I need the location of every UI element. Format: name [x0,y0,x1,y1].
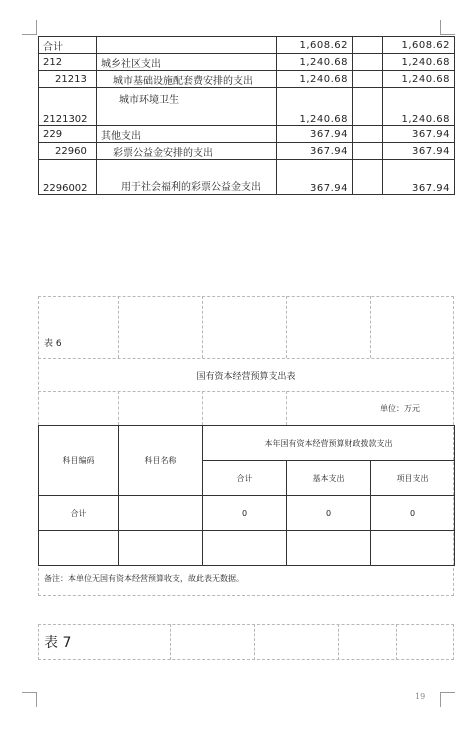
grid-line [202,296,203,358]
project-value: 1,608.62 [383,37,455,54]
header-project: 项目支出 [371,461,455,496]
table-row [39,71,455,88]
grid-line [286,296,287,358]
grid-line [286,391,287,425]
table-row [39,126,455,143]
subject-code: 22960 [39,143,97,160]
crop-mark-top-right [440,20,455,35]
project-value: 367.94 [383,143,455,160]
subject-name [97,37,277,54]
table-row [39,37,455,54]
subject-code: 21213 [39,71,97,88]
table7-frame [38,624,454,660]
table6-title: 国有资本经营预算支出表 [196,372,296,382]
basic-value [353,71,383,88]
subject-name [119,496,203,531]
page-number: 19 [415,692,426,701]
project-value: 367.94 [383,126,455,143]
total-value: 1,608.62 [277,37,353,54]
subject-code: 合计 [39,496,119,531]
project-value: 367.94 [383,160,455,195]
table6-unit: 单位：万元 [380,404,420,413]
table-row [39,143,455,160]
total-value: 1,240.68 [277,71,353,88]
project-value: 1,240.68 [383,88,455,126]
grid-line [38,391,454,392]
crop-mark-bottom-left [22,692,37,707]
total-value: 0 [203,496,287,531]
header-total: 合计 [203,461,287,496]
crop-mark-top-left [22,20,37,35]
table6-note: 备注：本单位无国有资本经营预算收支，故此表无数据。 [44,574,244,583]
total-value: 367.94 [277,160,353,195]
basic-value [353,160,383,195]
grid-line [202,391,203,425]
subject-code: 合计 [39,37,97,54]
grid-line [118,296,119,358]
basic-value [353,54,383,71]
basic-value [353,143,383,160]
total-value: 1,240.68 [277,88,353,126]
grid-line [118,391,119,425]
table-row [39,54,455,71]
header-group: 本年国有资本经营预算财政拨款支出 [203,426,455,461]
crop-mark-bottom-right [440,692,455,707]
grid-line [396,624,397,660]
subject-code: 229 [39,126,97,143]
table6-label: 表 6 [44,339,62,349]
total-value: 1,240.68 [277,54,353,71]
table-row [39,88,455,126]
total-value: 367.94 [277,126,353,143]
subject-name: 用于社会福利的彩票公益金支出 [97,160,277,195]
table-row [39,160,455,195]
basic-value: 0 [287,496,371,531]
grid-line [38,358,454,359]
grid-line [170,624,171,660]
empty-cell [287,531,371,566]
empty-cell [119,531,203,566]
grid-line [338,624,339,660]
subject-name: 城乡社区支出 [97,54,277,71]
empty-cell [371,531,455,566]
project-value: 0 [371,496,455,531]
total-value: 367.94 [277,143,353,160]
subject-name: 其他支出 [97,126,277,143]
table-row [39,496,455,531]
table-row [39,531,455,566]
subject-name: 彩票公益金安排的支出 [97,143,277,160]
subject-name: 城市环境卫生 [97,88,277,126]
subject-code: 2121302 [39,88,97,126]
budget-expenditure-table [38,36,455,195]
grid-line [370,296,371,358]
header-basic: 基本支出 [287,461,371,496]
subject-name: 城市基础设施配套费安排的支出 [97,71,277,88]
grid-line [254,624,255,660]
basic-value [353,126,383,143]
subject-code: 212 [39,54,97,71]
subject-code: 2296002 [39,160,97,195]
header-subject-name: 科目名称 [119,426,203,496]
empty-cell [203,531,287,566]
header-subject-code: 科目编码 [39,426,119,496]
basic-value [353,37,383,54]
project-value: 1,240.68 [383,54,455,71]
empty-cell [39,531,119,566]
table7-label: 表 7 [44,635,72,651]
state-capital-budget-table [38,425,455,566]
project-value: 1,240.68 [383,71,455,88]
basic-value [353,88,383,126]
